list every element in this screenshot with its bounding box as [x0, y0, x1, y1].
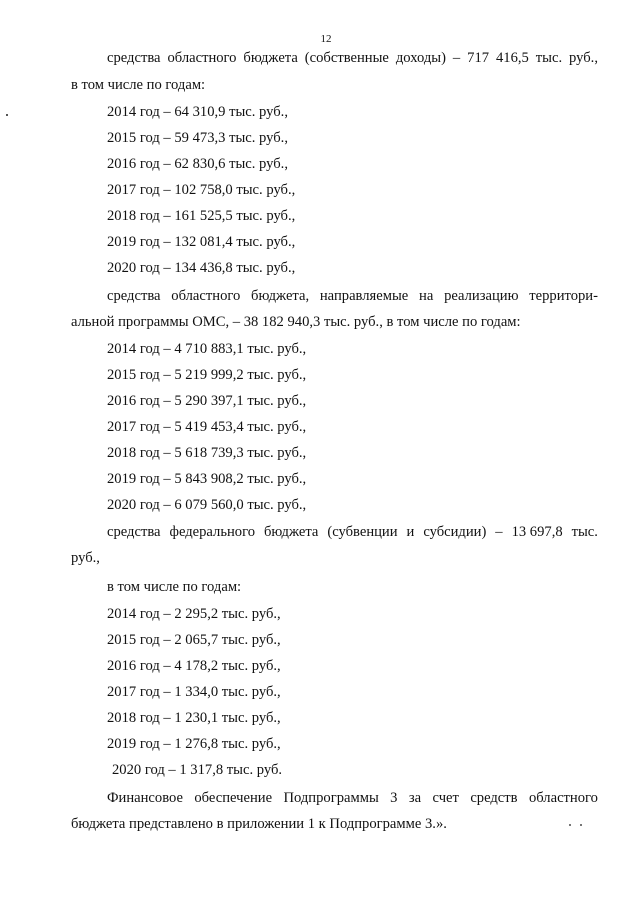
word: –	[495, 524, 503, 540]
word: –	[452, 50, 461, 66]
year-line: 2017 год – 5 419 453,4 тыс. руб.,	[107, 419, 307, 435]
year-line: 2019 год – 1 276,8 тыс. руб.,	[107, 736, 281, 752]
closing-line2: бюджета представлено в приложении 1 к Подпрограмме 3.».	[71, 816, 447, 832]
year-line: 2018 год – 5 618 739,3 тыс. руб.,	[107, 445, 307, 461]
word: и	[406, 524, 415, 540]
word: доходы)	[395, 50, 446, 66]
word: областного	[171, 288, 241, 304]
word: средства	[107, 524, 161, 540]
year-line: 2019 год – 132 081,4 тыс. руб.,	[107, 234, 296, 250]
year-line: 2014 год – 4 710 883,1 тыс. руб.,	[107, 341, 307, 357]
word: 717	[467, 50, 490, 66]
word: Финансовое	[107, 790, 183, 806]
year-line: 2018 год – 161 525,5 тыс. руб.,	[107, 208, 296, 224]
word: руб.,	[569, 50, 598, 66]
oms-intro-line	[107, 287, 598, 305]
word: территори-	[529, 288, 598, 304]
word: субсидии)	[423, 524, 487, 540]
page-number: 12	[320, 33, 332, 45]
word: за	[408, 790, 422, 806]
word: (субвенции	[327, 524, 398, 540]
scan-mark	[6, 114, 8, 116]
word: областного	[528, 790, 598, 806]
word: бюджета	[263, 524, 319, 540]
year-line: 2016 год – 62 830,6 тыс. руб.,	[107, 156, 288, 172]
year-line: 2018 год – 1 230,1 тыс. руб.,	[107, 710, 281, 726]
closing-line	[107, 789, 598, 807]
federal-intro-line3: в том числе по годам:	[107, 579, 242, 595]
regional-own-intro-line2: в том числе по годам:	[71, 77, 206, 93]
federal-intro-line2: руб.,	[71, 550, 100, 566]
word: средств	[470, 790, 518, 806]
year-line: 2020 год – 6 079 560,0 тыс. руб.,	[107, 497, 307, 513]
year-line: 2014 год – 2 295,2 тыс. руб.,	[107, 606, 281, 622]
word: реализацию	[444, 288, 519, 304]
year-line: 2015 год – 5 219 999,2 тыс. руб.,	[107, 367, 307, 383]
word: средства	[107, 288, 161, 304]
word: средства	[107, 50, 161, 66]
word: на	[419, 288, 434, 304]
regional-own-intro-line	[107, 49, 598, 67]
word: 3	[390, 790, 398, 806]
word: областного	[167, 50, 237, 66]
word: бюджета,	[251, 288, 310, 304]
word: 13 697,8	[511, 524, 563, 540]
word: Подпрограммы	[283, 790, 379, 806]
year-line: 2017 год – 1 334,0 тыс. руб.,	[107, 684, 281, 700]
year-line: 2016 год – 4 178,2 тыс. руб.,	[107, 658, 281, 674]
scan-specks	[569, 823, 583, 827]
year-line: 2015 год – 59 473,3 тыс. руб.,	[107, 130, 288, 146]
word: (собственные	[304, 50, 389, 66]
word: тыс.	[571, 524, 598, 540]
federal-intro-line	[107, 523, 598, 541]
year-line: 2020 год – 134 436,8 тыс. руб.,	[107, 260, 296, 276]
year-line: 2019 год – 5 843 908,2 тыс. руб.,	[107, 471, 307, 487]
word: тыс.	[535, 50, 563, 66]
word: обеспечение	[194, 790, 273, 806]
word: счет	[432, 790, 459, 806]
oms-intro-line2: альной программы ОМС, – 38 182 940,3 тыс. руб., в том числе по годам:	[71, 314, 521, 330]
word: бюджета	[243, 50, 298, 66]
word: 416,5	[495, 50, 529, 66]
year-line: 2015 год – 2 065,7 тыс. руб.,	[107, 632, 281, 648]
word: федерального	[169, 524, 255, 540]
year-line: 2017 год – 102 758,0 тыс. руб.,	[107, 182, 296, 198]
year-line: 2016 год – 5 290 397,1 тыс. руб.,	[107, 393, 307, 409]
year-line: 2014 год – 64 310,9 тыс. руб.,	[107, 104, 288, 120]
word: направляемые	[319, 288, 409, 304]
year-line: 2020 год – 1 317,8 тыс. руб.	[112, 762, 283, 778]
